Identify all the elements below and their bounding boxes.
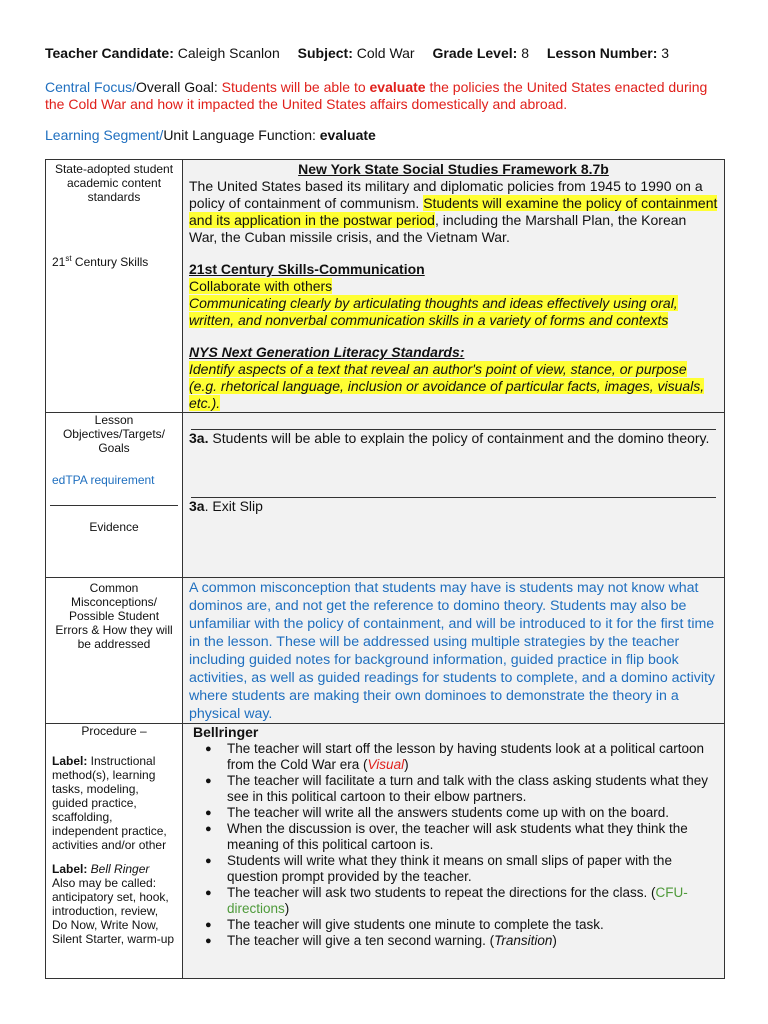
list-item: ● The teacher will write all the answers students come up with on the board. [227,805,724,821]
standards-content-cell [183,160,725,413]
objectives-row [46,413,725,578]
language-function-value: evaluate [319,127,376,143]
procedure-label-cell [46,724,183,979]
standards-label-cell [46,160,183,413]
procedure-content-cell [183,724,725,979]
framework-text: The United States based its military and diplomatic policies from 1945 to 1990 on a policy of containment of communism. Students will examine the policy of containment and its application in the postwar period, including the Marshall Plan, the Korean War, the Cuban missile crisis, and the Vietnam War. [189,178,718,245]
misconceptions-text: A common misconception that students may have is students may not know what dominos are, and not get the reference to domino theory. Students may also be unfamiliar with the policy of containment, and will be introduced to it for the first time in the lesson. These will be addressed using multiple strategies by the teacher including guided notes for background information, guided practice in flip book activities, as well as guided readings for students to complete, and a domino activity where students are making their own dominoes to demonstrate the theory in a physical way. [189,580,716,722]
central-focus-text-b: the policies the United States enacted during the Cold War and how it impacted the United States affairs domestically and abroad. [45,79,708,112]
central-focus-keyword: evaluate [369,79,426,95]
procedure-label-2-text: Also may be called: anticipatory set, hook, introduction, review, Do Now, Write Now, Silent Starter, warm-up [52,876,175,946]
lesson-value: 3 [661,45,670,61]
central-focus-label: Central Focus/ [45,79,137,95]
bellringer-list [183,741,724,949]
lesson-plan-table [45,159,725,979]
objectives-label-cell [46,413,183,578]
lesson-header [45,45,669,61]
grade-value: 8 [521,45,529,61]
learning-segment-label: Learning Segment/ [45,127,164,143]
objectives-content-cell [183,413,725,578]
learning-segment [45,127,376,143]
objectives-label: Lesson Objectives/Targets/ Goals [62,413,166,455]
edtpa-requirement: edTPA requirement [52,473,155,487]
objective-text: 3a. Students will be able to explain the policy of containment and the domino theory. [189,430,710,446]
skills-line2: Communicating clearly by articulating thoughts and ideas effectively using oral, written, and nonverbal communication skills in a variety of forms and contexts [189,295,678,328]
central-focus-text-a: Students will be able to [221,79,366,95]
evidence-label: Evidence [89,520,139,534]
grade-label: Grade Level: [432,45,518,61]
procedure-label-1: Label: Instructional method(s), learning tasks, modeling, guided practice, scaffolding, independent practice, activities and/or other [52,754,167,852]
teacher-name: Caleigh Scanlon [177,45,280,61]
list-item: ● The teacher will facilitate a turn and talk with the class asking students what they see in this political cartoon to their elbow partners. [227,773,724,805]
procedure-row [46,724,725,979]
teacher-label: Teacher Candidate: [45,45,174,61]
subject-value: Cold War [356,45,415,61]
procedure-title: Procedure – [81,724,147,738]
list-item: ● The teacher will ask two students to repeat the directions for the class. (CFU-directions) [227,885,724,917]
skills-line1: Collaborate with others [189,278,333,294]
lesson-label: Lesson Number: [546,45,658,61]
list-item: ● When the discussion is over, the teacher will ask students what they think the meaning of this political cartoon is. [227,821,724,853]
century-skills-label: 21st Century Skills [52,254,149,269]
literacy-text: Identify aspects of a text that reveal an author's point of view, stance, or purpose (e.g. rhetorical language, inclusion or avoidance of particular facts, images, visuals, etc.). [189,361,705,411]
bellringer-title: Bellringer [193,724,259,740]
misconceptions-row [46,578,725,724]
central-focus [45,79,730,113]
standards-label: State-adopted student academic content standards [54,162,174,204]
procedure-label-2: Label: Bell Ringer [52,862,150,876]
skills-title: 21st Century Skills-Communication [189,261,425,277]
framework-highlight: Students will examine the policy of containment and its application in the postwar period [189,195,718,228]
standards-row [46,160,725,413]
literacy-title: NYS Next Generation Literacy Standards: [189,344,465,360]
misconceptions-content-cell [183,578,725,724]
subject-label: Subject: [297,45,353,61]
list-item: ● The teacher will give students one minute to complete the task. [227,917,724,933]
list-item: ● Students will write what they think it means on small slips of paper with the question prompt provided by the teacher. [227,853,724,885]
misconceptions-label: Common Misconceptions/ Possible Student Errors & How they will be addressed [55,581,173,651]
overall-goal-label: Overall Goal: [136,79,218,95]
language-function-label: Unit Language Function: [163,127,316,143]
misconceptions-label-cell [46,578,183,724]
evidence-text: 3a. Exit Slip [189,498,263,514]
list-item: ● The teacher will start off the lesson by having students look at a political cartoon from the Cold War era (Visual) [227,741,724,773]
framework-title: New York State Social Studies Framework 8.7b [298,161,609,177]
list-item: ● The teacher will give a ten second warning. (Transition) [227,933,724,949]
